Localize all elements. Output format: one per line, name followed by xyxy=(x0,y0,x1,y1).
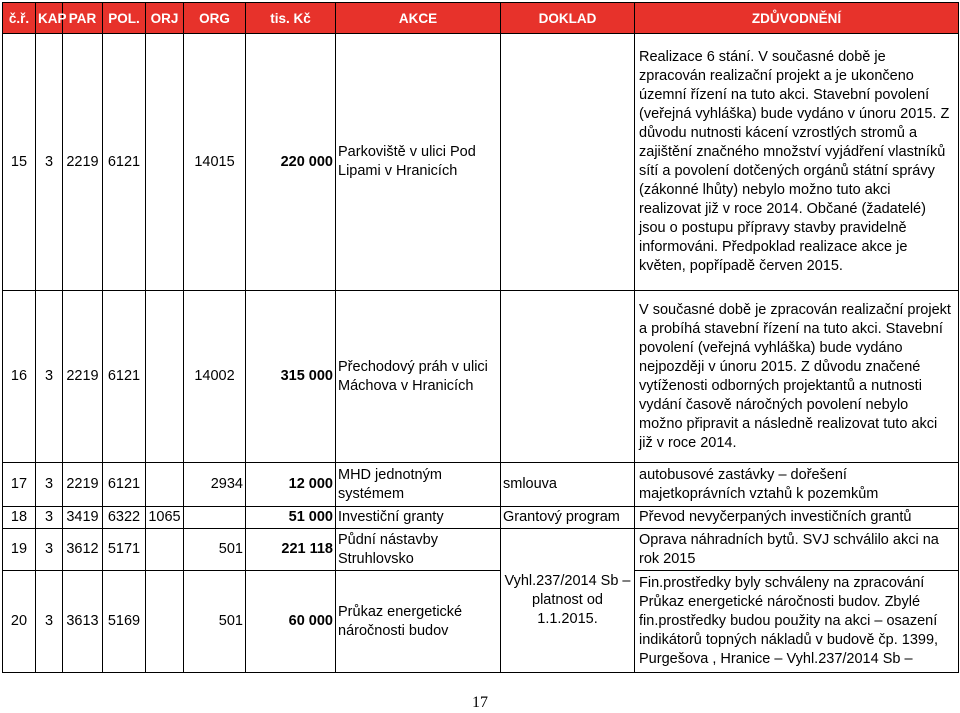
cell-cr: 16 xyxy=(3,291,36,463)
cell-par: 2219 xyxy=(63,463,103,507)
table-row xyxy=(3,571,959,673)
cell-par: 2219 xyxy=(63,291,103,463)
col-orj: ORJ xyxy=(146,3,184,34)
cell-cr: 17 xyxy=(3,463,36,507)
cell-par: 3613 xyxy=(63,571,103,673)
cell-orj xyxy=(146,529,184,571)
col-tis: tis. Kč xyxy=(246,3,336,34)
cell-org: 2934 xyxy=(184,463,246,507)
col-par: PAR xyxy=(63,3,103,34)
cell-doklad xyxy=(501,291,635,463)
cell-org: 501 xyxy=(184,571,246,673)
cell-kap: 3 xyxy=(36,571,63,673)
col-doklad: DOKLAD xyxy=(501,3,635,34)
cell-tis: 221 118 xyxy=(246,529,336,571)
cell-kap: 3 xyxy=(36,529,63,571)
cell-zduvodneni: Převod nevyčerpaných investičních grantů xyxy=(635,507,959,529)
cell-doklad: smlouva xyxy=(501,463,635,507)
cell-par: 3612 xyxy=(63,529,103,571)
cell-tis: 51 000 xyxy=(246,507,336,529)
cell-orj: 1065 xyxy=(146,507,184,529)
cell-kap: 3 xyxy=(36,463,63,507)
cell-orj xyxy=(146,463,184,507)
col-zduvodneni: ZDŮVODNĚNÍ xyxy=(635,3,959,34)
cell-org: 14002 xyxy=(184,291,246,463)
cell-kap: 3 xyxy=(36,291,63,463)
cell-tis: 220 000 xyxy=(246,34,336,291)
table-row xyxy=(3,34,959,291)
header-row xyxy=(3,3,959,34)
table-row xyxy=(3,529,959,571)
cell-zduvodneni: Fin.prostředky byly schváleny na zpracování Průkaz energetické náročnosti budov. Zbylé fin.prostředky budou použity na akci – osazení indikátorů topných nákladů v budově čp. 1399, Purgešova , Hranice – Vyhl.237/2014 Sb – xyxy=(635,571,959,673)
cell-zduvodneni: Oprava náhradních bytů. SVJ schválilo akci na rok 2015 xyxy=(635,529,959,571)
cell-pol: 5169 xyxy=(103,571,146,673)
col-cr: č.ř. xyxy=(3,3,36,34)
cell-par: 3419 xyxy=(63,507,103,529)
table-row xyxy=(3,463,959,507)
cell-pol: 6121 xyxy=(103,463,146,507)
cell-zduvodneni: Realizace 6 stání. V současné době je zpracován realizační projekt a je ukončeno územní řízení na tuto akci. Stavební povolení (veřejná vyhláška) bude vydáno v únoru 2015. Z důvodu nutnosti kácení vzrostlých stromů a zajištění značného množství vyjádření vlastníků sítí a povolení dotčených orgánů státní správy (zákonné lhůty) nebylo možno tuto akci realizovat již v roce 2014. Občané (žadatelé) jsou o postupu přípravy stavby pravidelně informováni. Předpoklad realizace akce je květen, popřípadě červen 2015. xyxy=(635,34,959,291)
cell-tis: 12 000 xyxy=(246,463,336,507)
cell-akce: MHD jednotným systémem xyxy=(336,463,501,507)
cell-orj xyxy=(146,571,184,673)
budget-table xyxy=(2,2,959,673)
cell-cr: 15 xyxy=(3,34,36,291)
cell-akce: Přechodový práh v ulici Máchova v Hranicích xyxy=(336,291,501,463)
cell-kap: 3 xyxy=(36,34,63,291)
cell-doklad xyxy=(501,34,635,291)
cell-zduvodneni: autobusové zastávky – dořešení majetkoprávních vztahů k pozemkům xyxy=(635,463,959,507)
cell-kap: 3 xyxy=(36,507,63,529)
table-row xyxy=(3,507,959,529)
cell-org: 14015 xyxy=(184,34,246,291)
cell-akce: Parkoviště v ulici Pod Lipami v Hranicích xyxy=(336,34,501,291)
cell-org: 501 xyxy=(184,529,246,571)
col-kap: KAP xyxy=(36,3,63,34)
table-row xyxy=(3,291,959,463)
cell-akce: Investiční granty xyxy=(336,507,501,529)
col-pol: POL. xyxy=(103,3,146,34)
cell-pol: 6121 xyxy=(103,34,146,291)
cell-cr: 18 xyxy=(3,507,36,529)
cell-pol: 5171 xyxy=(103,529,146,571)
col-org: ORG xyxy=(184,3,246,34)
page-number: 17 xyxy=(472,694,488,711)
cell-akce: Půdní nástavby Struhlovsko xyxy=(336,529,501,571)
cell-tis: 315 000 xyxy=(246,291,336,463)
cell-orj xyxy=(146,291,184,463)
cell-pol: 6322 xyxy=(103,507,146,529)
cell-doklad: Grantový program xyxy=(501,507,635,529)
cell-tis: 60 000 xyxy=(246,571,336,673)
cell-orj xyxy=(146,34,184,291)
col-akce: AKCE xyxy=(336,3,501,34)
cell-zduvodneni: V současné době je zpracován realizační projekt a probíhá stavební řízení na tuto akci. Stavební povolení (veřejná vyhláška) bude vydáno nejpozději v únoru 2015. Z důvodu značené vytíženosti odborných projektantů a nutnosti vydání časově náročných povolení nebylo možno připravit a následně realizovat tuto akci již v roce 2014. xyxy=(635,291,959,463)
cell-akce: Průkaz energetické náročnosti budov xyxy=(336,571,501,673)
cell-par: 2219 xyxy=(63,34,103,291)
cell-pol: 6121 xyxy=(103,291,146,463)
cell-org xyxy=(184,507,246,529)
cell-cr: 20 xyxy=(3,571,36,673)
cell-doklad-shared: Vyhl.237/2014 Sb – platnost od 1.1.2015. xyxy=(501,529,635,673)
cell-cr: 19 xyxy=(3,529,36,571)
